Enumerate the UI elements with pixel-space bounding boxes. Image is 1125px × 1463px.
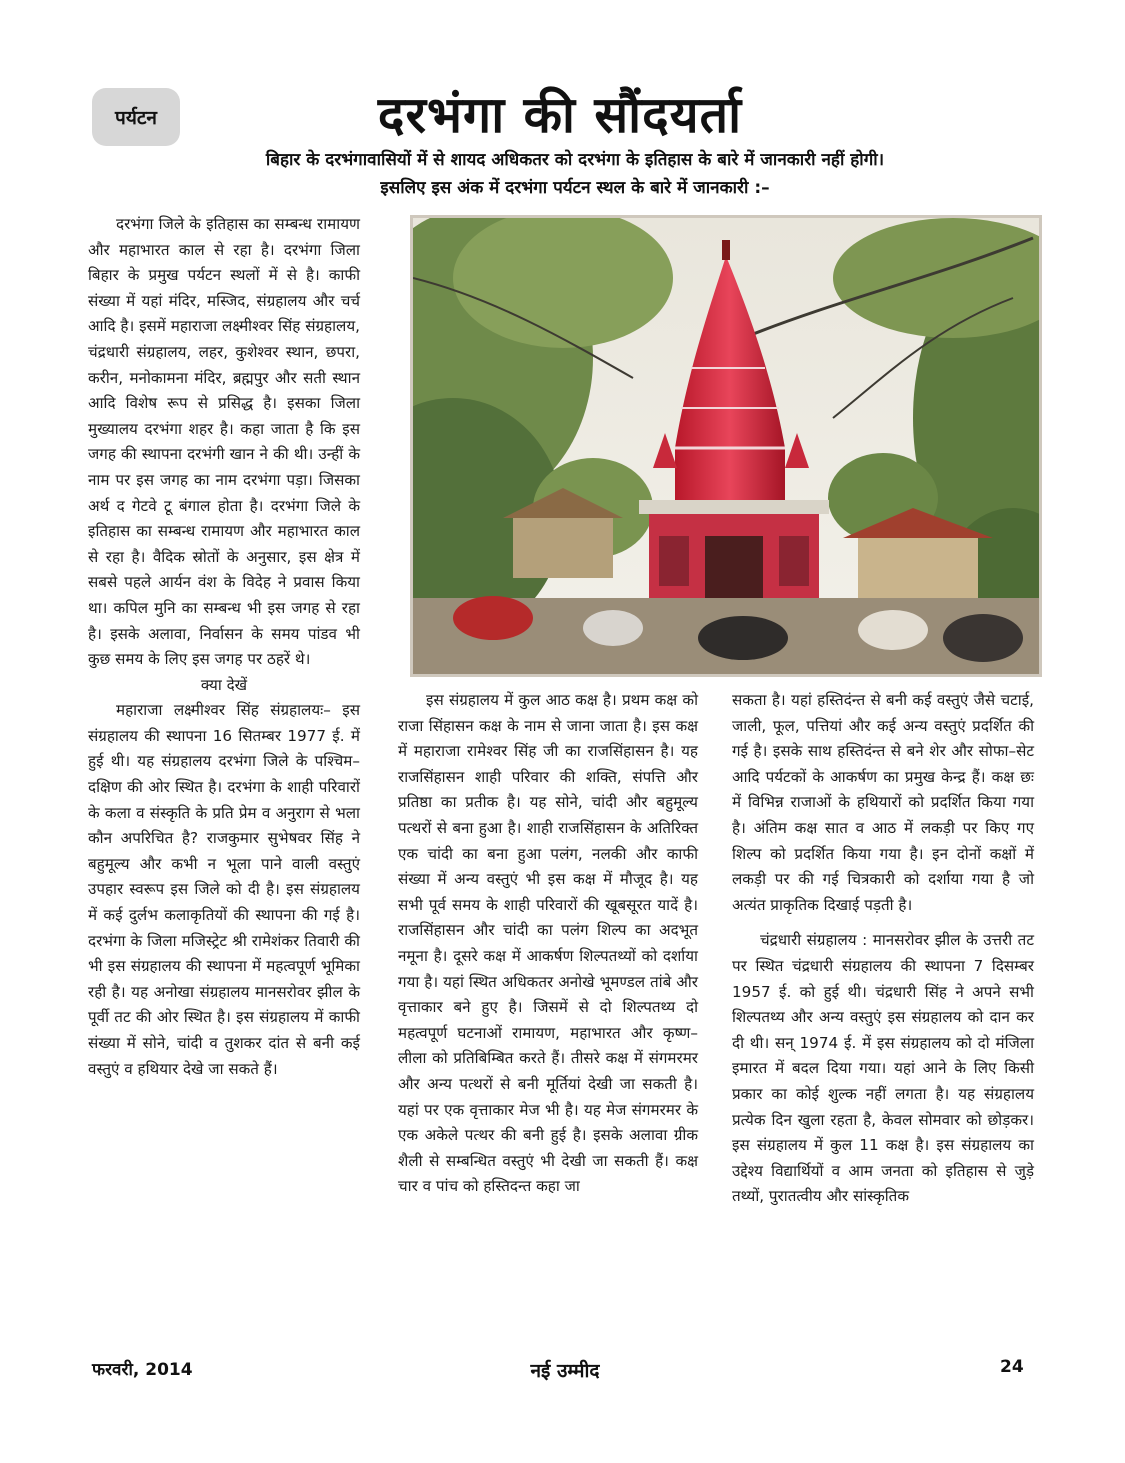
column-2-paragraph-1: इस संग्रहालय में कुल आठ कक्ष है। प्रथम कक्ष को राजा सिंहासन कक्ष के नाम से जाना जाता है। इस कक्ष में महाराजा रामेश्वर सिंह जी का राजसिंहासन है। यह राजसिंहासन शाही परिवार की शक्ति, संपत्ति और प्रतिष्ठा का प्रतीक है। यह सोने, चांदी और बहुमूल्य पत्थरों से बना हुआ है। शाही राजसिंहासन के अतिरिक्त एक चांदी का बना हुआ पलंग, नलकी और काफी संख्या में अन्य वस्तुएं भी इस कक्ष में मौजूद है। यह सभी पूर्व समय के शाही परिवारों की खूबसूरत यादें है। राजसिंहासन और चांदी का पलंग शिल्प का अदभूत नमूना है। दूसरे कक्ष में आकर्षण शिल्पतथ्यों को दर्शाया गया है। यहां स्थित अधिकतर अनोखे भूमण्डल तांबे और वृत्ताकार बने हुए है। जिसमें से दो शिल्पतथ्य दो महत्वपूर्ण घटनाओं रामायण, महाभारत और कृष्ण–लीला को प्रतिबिम्बित करते हैं। तीसरे कक्ष में संगमरमर और अन्य पत्थरों से बनी मूर्तियां देखी जा सकती है। यहां पर एक वृत्ताकार मेज भी है। यह मेज संगमरमर के एक अकेले पत्थर की बनी हुई है। इसके अलावा ग्रीक शैली से सम्बन्धित वस्तुएं भी देखी जा सकती हैं। कक्ष चार व पांच को हस्तिदन्त कहा जा <box>398 691 698 1196</box>
intro-text <box>110 146 1040 202</box>
issue-date: फरवरी, 2014 <box>92 1360 193 1380</box>
page-number: 24 <box>1000 1357 1024 1377</box>
article-column-1 <box>88 212 360 1082</box>
temple-photo-icon <box>413 218 1039 674</box>
column-1-paragraph-2: महाराजा लक्ष्मीश्वर सिंह संग्रहालयः– इस संग्रहालय की स्थापना 16 सितम्बर 1977 ई. में हुई थी। यह संग्रहालय दरभंगा जिले के पश्चिम–दक्षिण की ओर स्थित है। दरभंगा के शाही परिवारों के कला व संस्कृति के प्रति प्रेम व अनुराग से भला कौन अपरिचित है? राजकुमार सुभेषवर सिंह ने बहुमूल्य और कभी न भूला पाने वाली वस्तुएं उपहार स्वरूप इस जिले को दी है। इस संग्रहालय में कई दुर्लभ कलाकृतियों की स्थापना की गई है। दरभंगा के जिला मजिस्ट्रेट श्री रामेशंकर तिवारी की भी इस संग्रहालय की स्थापना में महत्वपूर्ण भूमिका रही है। यह अनोखा संग्रहालय मानसरोवर झील के पूर्वी तट की ओर स्थित है। इस संग्रहालय में काफी संख्या में सोने, चांदी व तुशकर दांत से बनी कई वस्तुएं व हथियार देखे जा सकते हैं। <box>88 701 360 1078</box>
temple-photo <box>410 215 1042 677</box>
what-to-see-subheading: क्या देखें <box>200 675 248 694</box>
article-column-3 <box>732 688 1034 1210</box>
column-3-paragraph-2: चंद्रधारी संग्रहालय : मानसरोवर झील के उत्तरी तट पर स्थित चंद्रधारी संग्रहालय की स्थापना 7 दिसम्बर 1957 ई. को हुई थी। चंद्रधारी सिंह ने अपने सभी शिल्पतथ्य और अन्य वस्तुएं इस संग्रहालय को दान कर दी थी। सन् 1974 ई. में इस संग्रहालय को दो मंजिला इमारत में बदल दिया गया। यहां आने के लिए किसी प्रकार का कोई शुल्क नहीं लगता है। यह संग्रहालय प्रत्येक दिन खुला रहता है, केवल सोमवार को छोड़कर। इस संग्रहालय में कुल 11 कक्ष है। इस संग्रहालय का उद्देश्य विद्यार्थियों व आम जनता को इतिहास से जुड़े तथ्यों, पुरातत्वीय और सांस्कृतिक <box>732 931 1034 1206</box>
column-1-paragraph-1: दरभंगा जिले के इतिहास का सम्बन्ध रामायण और महाभारत काल से रहा है। दरभंगा जिला बिहार के प्रमुख पर्यटन स्थलों में से है। काफी संख्या में यहां मंदिर, मस्जिद, संग्रहालय और चर्च आदि है। इसमें महाराजा लक्ष्मीश्वर सिंह संग्रहालय, चंद्रधारी संग्रहालय, लहर, कुशेश्वर स्थान, छपरा, करीन, मनोकामना मंदिर, ब्रह्मपुर और सती स्थान आदि विशेष रूप से प्रसिद्ध है। इसका जिला मुख्यालय दरभंगा शहर है। कहा जाता है कि इस जगह की स्थापना दरभंगी खान ने की थी। उन्हीं के नाम पर इस जगह का नाम दरभंगा पड़ा। जिसका अर्थ द गेटवे टू बंगाल होता है। दरभंगा जिले के इतिहास का सम्बन्ध रामायण और महाभारत काल से रहा है। वैदिक स्रोतों के अनुसार, इस क्षेत्र में सबसे पहले आर्यन वंश के विदेह ने प्रवास किया था। कपिल मुनि का सम्बन्ध भी इस जगह से रहा है। इसके अलावा, निर्वासन के समय पांडव भी कुछ समय के लिए इस जगह पर ठहरें थे। <box>88 215 360 669</box>
magazine-name: नई उम्मीद <box>530 1360 600 1382</box>
article-column-2 <box>398 688 698 1200</box>
intro-line-1: बिहार के दरभंगावासियों में से शायद अधिकतर को दरभंगा के इतिहास के बारे में जानकारी नहीं होगी। <box>265 150 885 170</box>
page-title: दरभंगा की सौंदयर्ता <box>377 86 743 144</box>
intro-line-2: इसलिए इस अंक में दरभंगा पर्यटन स्थल के बारे में जानकारी :– <box>380 178 770 198</box>
section-tag: पर्यटन <box>92 88 180 146</box>
column-3-paragraph-1: सकता है। यहां हस्तिदंन्त से बनी कई वस्तुएं जैसे चटाई, जाली, फूल, पत्तियां और कई अन्य वस्तुएं प्रदर्शित की गई है। इसके साथ हस्तिदंन्त से बने शेर और सोफा–सेट आदि पर्यटकों के आकर्षण का प्रमुख केन्द्र हैं। कक्ष छः में विभिन्न राजाओं के हथियारों को प्रदर्शित किया गया है। अंतिम कक्ष सात व आठ में लकड़ी पर किए गए शिल्प को प्रदर्शित किया गया है। इन दोनों कक्षों में लकड़ी पर की गई चित्रकारी को दर्शाया गया है जो अत्यंत प्राकृतिक दिखाई पड़ती है। <box>732 691 1034 914</box>
